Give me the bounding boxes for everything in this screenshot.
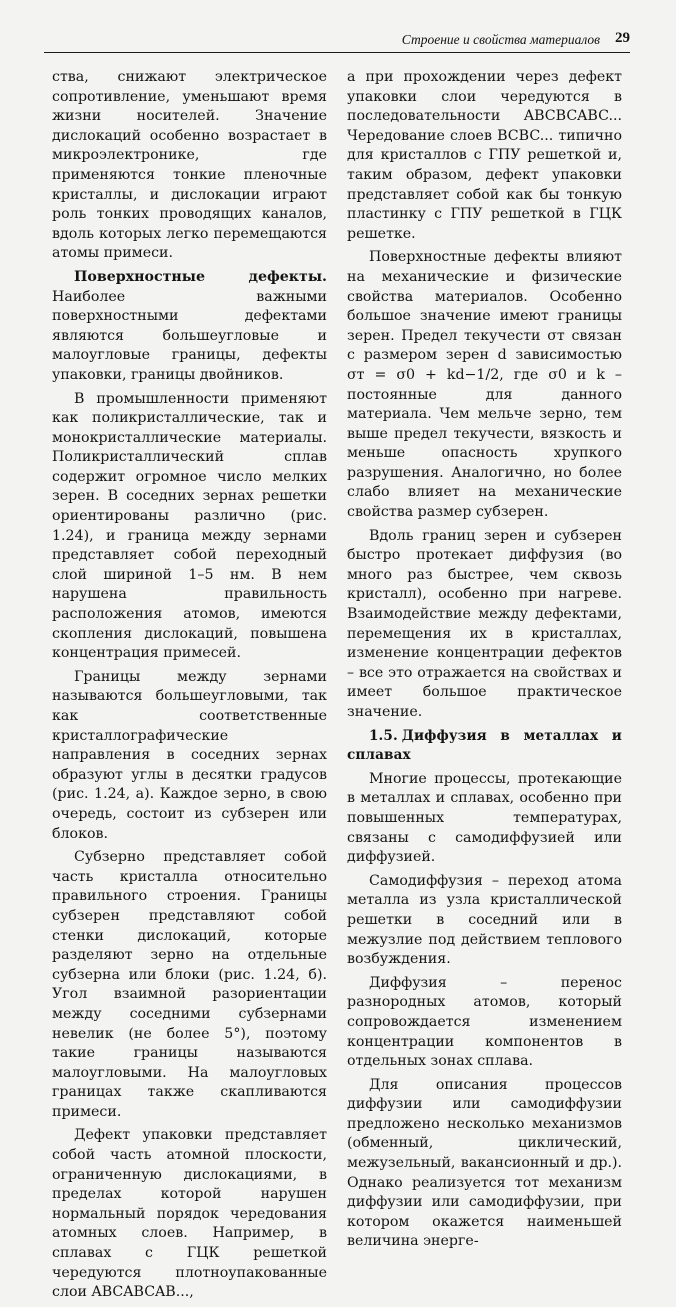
paragraph: ства, снижают электрическое сопротивление, уменьшают время жизни носителей. Значение дислокаций особенно возрастает в микроэлектронике, где применяются тонкие пленочные кристаллы, и дислокации играют роль тонких проводящих каналов, вдоль которых легко перемещаются атомы примеси. xyxy=(52,69,327,262)
paragraph: Вдоль границ зерен и субзерен быстро протекает диффузия (во много раз быстрее, чем сквозь кристалл), особенно при нагреве. Взаимодействие между дефектами, перемещения их в кристаллах, изменение концентрации дефектов – все это отражается на свойствах и имеет большое практическое значение. xyxy=(347,527,622,720)
section-title: Диффузия в металлах и сплавах xyxy=(347,727,622,764)
left-column xyxy=(52,68,327,1307)
section-number: 1.5. xyxy=(369,727,398,744)
section-heading xyxy=(347,727,622,766)
page-header xyxy=(44,28,630,53)
inline-heading: Поверхностные дефекты. xyxy=(74,268,327,285)
paragraph: Субзерно представляет собой часть кристалла относительно правильного строения. Границы субзерен представляют собой стенки дислокаций, которые разделяют зерно на отдельные субзерна или блоки (рис. 1.24, б). Угол взаимной разориентации между соседними субзернами невелик (не более 5°), поэтому такие границы называются малоугловыми. На малоугловых границах также скапливаются примеси. xyxy=(52,849,327,1120)
paragraph: а при прохождении через дефект упаковки слои чередуются в последовательности ABCBCABC... Чередование слоев BCBC... типично для кристаллов с ГПУ решеткой и, таким образом, дефект упаковки представляет собой как бы тонкую пластинку с ГПУ решеткой в ГЦК решетке. xyxy=(347,69,622,242)
paragraph: Дефект упаковки представляет собой часть атомной плоскости, ограниченную дислокациями, в пределах которой нарушен нормальный порядок чередования атомных слоев. Например, в сплавах с ГЦК решеткой чередуются плотноупакованные слои ABCABCAB..., xyxy=(52,1127,327,1301)
paragraph: Диффузия – перенос разнородных атомов, который сопровождается изменением концентрации компонентов в отдельных зонах сплава. xyxy=(347,974,622,1070)
page-number: 29 xyxy=(615,30,630,46)
running-head: Строение и свойства материалов xyxy=(401,32,600,47)
paragraph-text: Наиболее важными поверхностными дефектами являются большеугловые и малоугловые границы, дефекты упаковки, границы двойников. xyxy=(52,288,327,383)
paragraph: Поверхностные дефекты влияют на механические и физические свойства материалов. Особенно большое значение имеют границы зерен. Предел текучести σт связан с размером зерен d зависимостью σт = σ0 + kd−1/2, где σ0 и k – постоянные для данного материала. Чем мельче зерно, тем выше предел текучести, вязкость и меньше опасность хрупкого разрушения. Аналогично, но более слабо влияет на механические свойства размер субзерен. xyxy=(347,249,622,521)
paragraph: В промышленности применяют как поликристаллические, так и монокристаллические материалы. Поликристаллический сплав содержит огромное число мелких зерен. В соседних зернах решетки ориентированы различно (рис. 1.24), и граница между зернами представляет собой переходный слой шириной 1–5 нм. В нем нарушена правильность расположения атомов, имеются скопления дислокаций, повышена концентрация примесей. xyxy=(52,390,327,662)
paragraph: Самодиффузия – переход атома металла из узла кристаллической решетки в соседний или в межузлие под действием теплового возбуждения. xyxy=(347,872,622,968)
paragraph xyxy=(52,268,327,386)
paragraph: Многие процессы, протекающие в металлах и сплавах, особенно при повышенных температурах, связаны с самодиффузией или диффузией. xyxy=(347,770,622,866)
paragraph: Границы между зернами называются большеугловыми, так как соответственные кристаллографические направления в соседних зернах образуют углы в десятки градусов (рис. 1.24, а). Каждое зерно, в свою очередь, состоит из субзерен или блоков. xyxy=(52,668,327,842)
right-column xyxy=(347,68,622,1256)
paragraph: Для описания процессов диффузии или самодиффузии предложено несколько механизмов (обменный, циклический, межузельный, вакансионный и др.). Однако реализуется тот механизм диффузии или самодиффузии, при котором окажется наименьшей величина энерге- xyxy=(347,1076,622,1250)
